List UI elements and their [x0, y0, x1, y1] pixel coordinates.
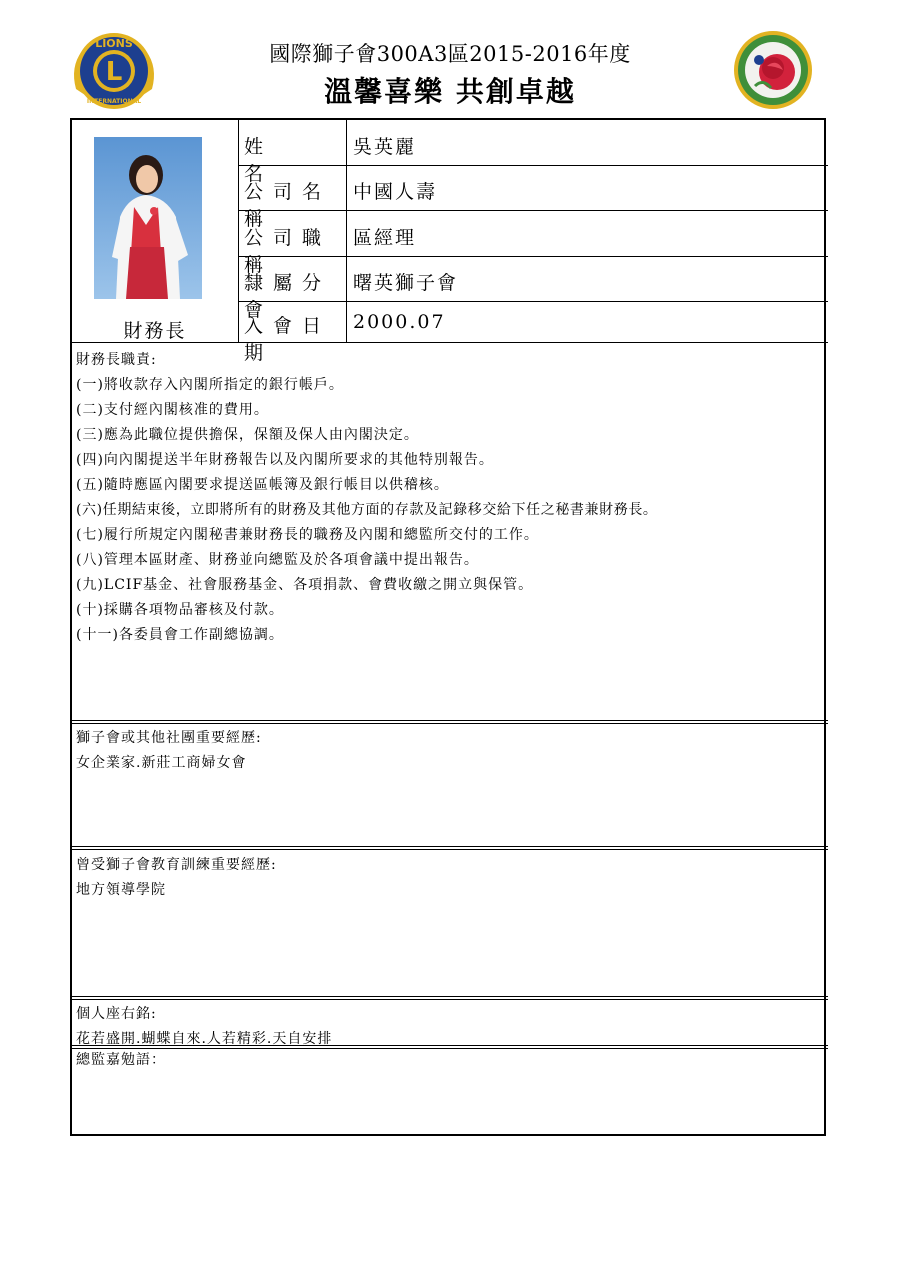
duty-item: (七)履行所規定內閣秘書兼財務長的職務及內閣和總監所交付的工作。 — [76, 527, 539, 543]
header-title-line2: 溫馨喜樂 共創卓越 — [324, 75, 576, 108]
duty-item: (六)任期結束後，立即將所有的財務及其他方面的存款及記錄移交給下任之秘書兼財務長。 — [76, 502, 658, 518]
duties-section — [76, 348, 821, 648]
motto-content: 花若盛開.蝴蝶自來.人若精彩.天自安排 — [76, 1031, 333, 1047]
district-rose-logo — [733, 30, 813, 110]
training-content: 地方領導學院 — [76, 882, 166, 898]
duty-item: (五)隨時應區內閣要求提送區帳簿及銀行帳目以供稽核。 — [76, 477, 449, 493]
governor-section — [76, 1048, 821, 1073]
duty-item: (九)LCIF基金、社會服務基金、各項捐款、會費收繳之開立與保管。 — [76, 577, 534, 593]
profile-sheet — [70, 118, 826, 1136]
duty-item: (十一)各委員會工作副總協調。 — [76, 627, 284, 643]
header-title-line1: 國際獅子會300A3區2015-2016年度 — [269, 42, 631, 66]
join-date-label: 入會日期 — [244, 315, 332, 364]
experience-section — [76, 726, 821, 776]
duty-item: (四)向內閣提送半年財務報告以及內閣所要求的其他特別報告。 — [76, 452, 494, 468]
experience-heading: 獅子會或其他社團重要經歷: — [76, 730, 262, 746]
club-value: 曙英獅子會 — [353, 272, 459, 294]
svg-text:LIONS: LIONS — [95, 37, 133, 50]
duties-heading: 財務長職責: — [76, 352, 157, 368]
company-name-label: 公司名稱 — [244, 181, 332, 230]
duty-item: (十)採購各項物品審核及付款。 — [76, 602, 284, 618]
governor-heading: 總監嘉勉語： — [76, 1052, 166, 1068]
training-section — [76, 853, 821, 903]
job-title-value: 區經理 — [353, 227, 417, 249]
svg-text:INTERNATIONAL: INTERNATIONAL — [86, 98, 142, 105]
training-heading: 曾受獅子會教育訓練重要經歷: — [76, 857, 277, 873]
duty-item: (二)支付經內閣核准的費用。 — [76, 402, 269, 418]
duty-item: (八)管理本區財產、財務並向總監及於各項會議中提出報告。 — [76, 552, 479, 568]
duty-item: (一)將收款存入內閣所指定的銀行帳戶。 — [76, 377, 344, 393]
duty-item: (三)應為此職位提供擔保，保額及保人由內閣決定。 — [76, 427, 419, 443]
join-date-value: 2000.07 — [353, 311, 446, 333]
club-label: 隸屬分會 — [244, 272, 332, 321]
job-title-label: 公司職稱 — [244, 227, 332, 276]
motto-heading: 個人座右銘: — [76, 1006, 157, 1022]
name-label: 姓 名 — [244, 136, 332, 185]
svg-text:L: L — [105, 57, 123, 87]
name-value: 吳英麗 — [353, 136, 417, 158]
profile-photo — [94, 137, 202, 299]
experience-content: 女企業家.新莊工商婦女會 — [76, 755, 247, 771]
position-title: 財務長 — [123, 320, 187, 342]
company-name-value: 中國人壽 — [353, 181, 438, 203]
